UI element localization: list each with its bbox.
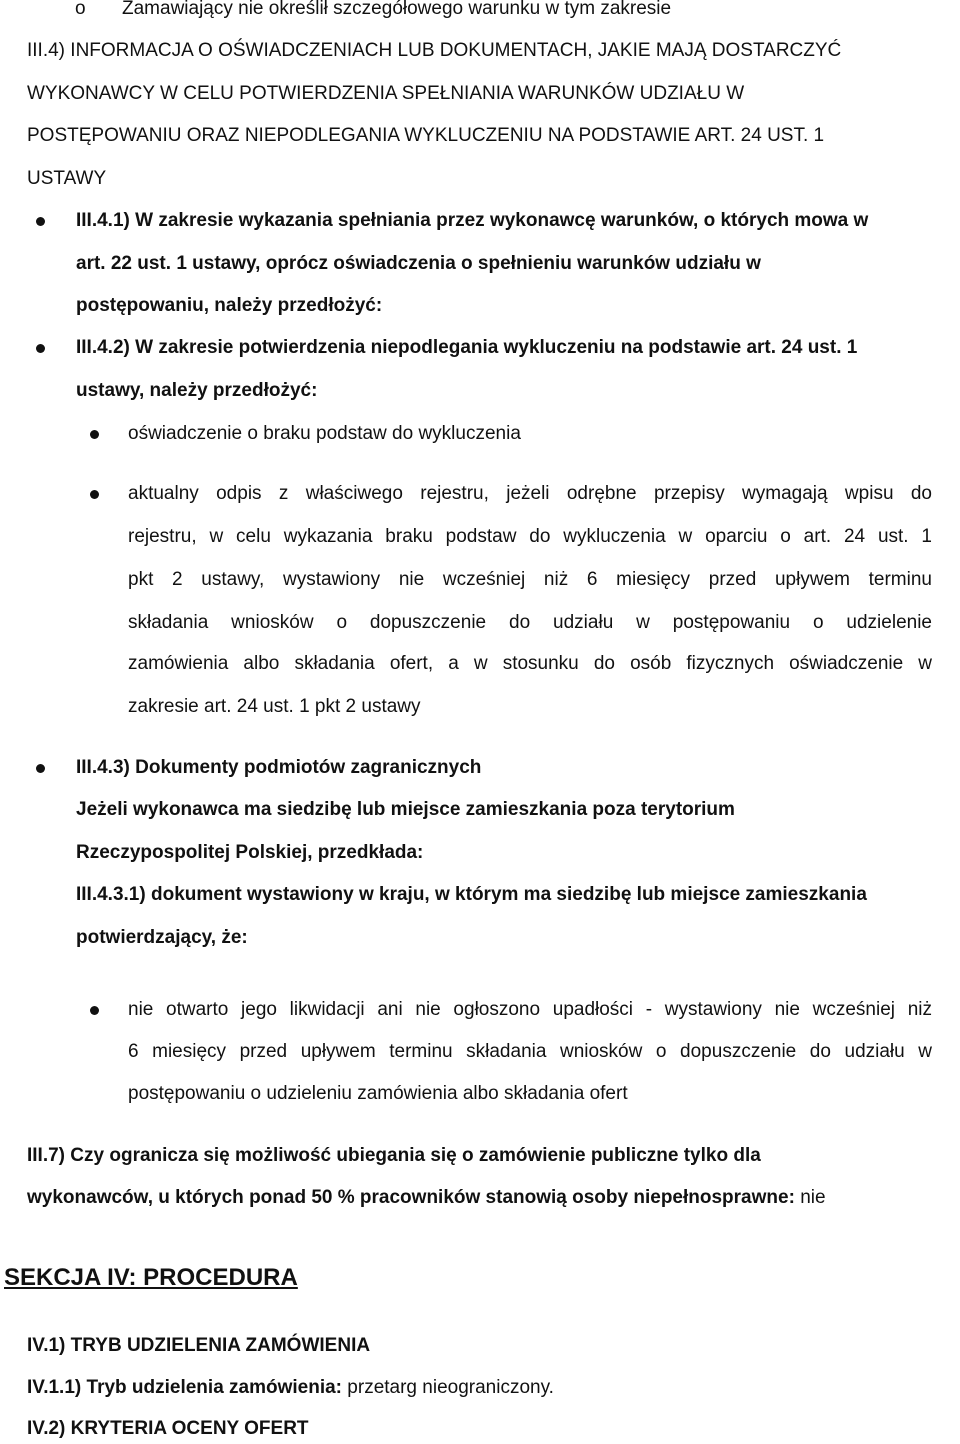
iii42-item-2-line-1: aktualny odpis z właściwego rejestru, jeżeli odrębne przepisy wymagają wpisu do [128, 483, 932, 504]
section-iii4-heading-line-3: POSTĘPOWANIU ORAZ NIEPODLEGANIA WYKLUCZENIU NA PODSTAWIE ART. 24 UST. 1 [27, 125, 825, 146]
iii431-item-line-3: postępowaniu o udzieleniu zamówienia albo składania ofert [128, 1083, 628, 1104]
iii43-heading: III.4.3) Dokumenty podmiotów zagranicznych [76, 757, 482, 778]
iv2-heading: IV.2) KRYTERIA OCENY OFERT [27, 1418, 309, 1439]
top-item-text: Zamawiający nie określił szczegółowego warunku w tym zakresie [122, 0, 672, 19]
bullet [36, 344, 45, 353]
bullet [36, 764, 45, 773]
iv11-value: przetarg nieograniczony. [347, 1377, 554, 1398]
iii7-line-2 [27, 1187, 826, 1209]
iii7-question: wykonawców, u których ponad 50 % pracowników stanowią osoby niepełnosprawne: [27, 1187, 795, 1208]
bullet [90, 1006, 99, 1015]
iii41-line-3: postępowaniu, należy przedłożyć: [76, 295, 383, 316]
iii431-item-line-2: 6 miesięcy przed upływem terminu składania wniosków o dopuszczenie do udziału w [128, 1041, 932, 1062]
section-iii4-heading-line-1: III.4) INFORMACJA O OŚWIADCZENIACH LUB DOKUMENTACH, JAKIE MAJĄ DOSTARCZYĆ [27, 40, 842, 61]
iii43-intro-line-1: Jeżeli wykonawca ma siedzibę lub miejsce zamieszkania poza terytorium [76, 799, 735, 820]
iii431-line-2: potwierdzający, że: [76, 927, 248, 948]
iii42-item-1-line-1: oświadczenie o braku podstaw do wykluczenia [128, 423, 521, 444]
iii431-item-line-1: nie otwarto jego likwidacji ani nie ogłoszono upadłości - wystawiony nie wcześniej niż [128, 999, 932, 1020]
iii42-line-2: ustawy, należy przedłożyć: [76, 380, 318, 401]
section-iii4-heading-line-4: USTAWY [27, 168, 107, 189]
iii7-answer: nie [800, 1187, 826, 1208]
iii42-item-2-line-6: zakresie art. 24 ust. 1 pkt 2 ustawy [128, 696, 421, 717]
bullet [90, 490, 99, 499]
bullet [90, 430, 99, 439]
iii42-item-2-line-2: rejestru, w celu wykazania braku podstaw do wykluczenia w oparciu o art. 24 ust. 1 [128, 526, 932, 547]
iii43-intro-line-2: Rzeczypospolitej Polskiej, przedkłada: [76, 842, 424, 863]
iv1-heading: IV.1) TRYB UDZIELENIA ZAMÓWIENIA [27, 1335, 371, 1356]
iii7-line-1: III.7) Czy ogranicza się możliwość ubiegania się o zamówienie publiczne tylko dla [27, 1145, 761, 1166]
list-marker-o: o [75, 0, 86, 19]
iii42-item-2-line-4: składania wniosków o dopuszczenie do udziału w postępowaniu o udzielenie [128, 612, 932, 633]
iii42-item-2-line-3: pkt 2 ustawy, wystawiony nie wcześniej niż 6 miesięcy przed upływem terminu [128, 569, 932, 590]
iii42-item-2-line-5: zamówienia albo składania ofert, a w stosunku do osób fizycznych oświadczenie w [128, 653, 932, 674]
section-iii4-heading-line-2: WYKONAWCY W CELU POTWIERDZENIA SPEŁNIANIA WARUNKÓW UDZIAŁU W [27, 83, 745, 104]
iv11-label: IV.1.1) Tryb udzielenia zamówienia: [27, 1377, 343, 1398]
iii431-line-1: III.4.3.1) dokument wystawiony w kraju, w którym ma siedzibę lub miejsce zamieszkania [76, 884, 867, 905]
section-iv-title: SEKCJA IV: PROCEDURA [4, 1264, 298, 1291]
iv11-line [27, 1377, 554, 1399]
iii41-line-2: art. 22 ust. 1 ustawy, oprócz oświadczenia o spełnieniu warunków udziału w [76, 253, 761, 274]
iii42-line-1: III.4.2) W zakresie potwierdzenia niepodlegania wykluczeniu na podstawie art. 24 ust. 1 [76, 337, 858, 358]
iii41-line-1: III.4.1) W zakresie wykazania spełniania przez wykonawcę warunków, o których mowa w [76, 210, 869, 231]
bullet [36, 217, 45, 226]
